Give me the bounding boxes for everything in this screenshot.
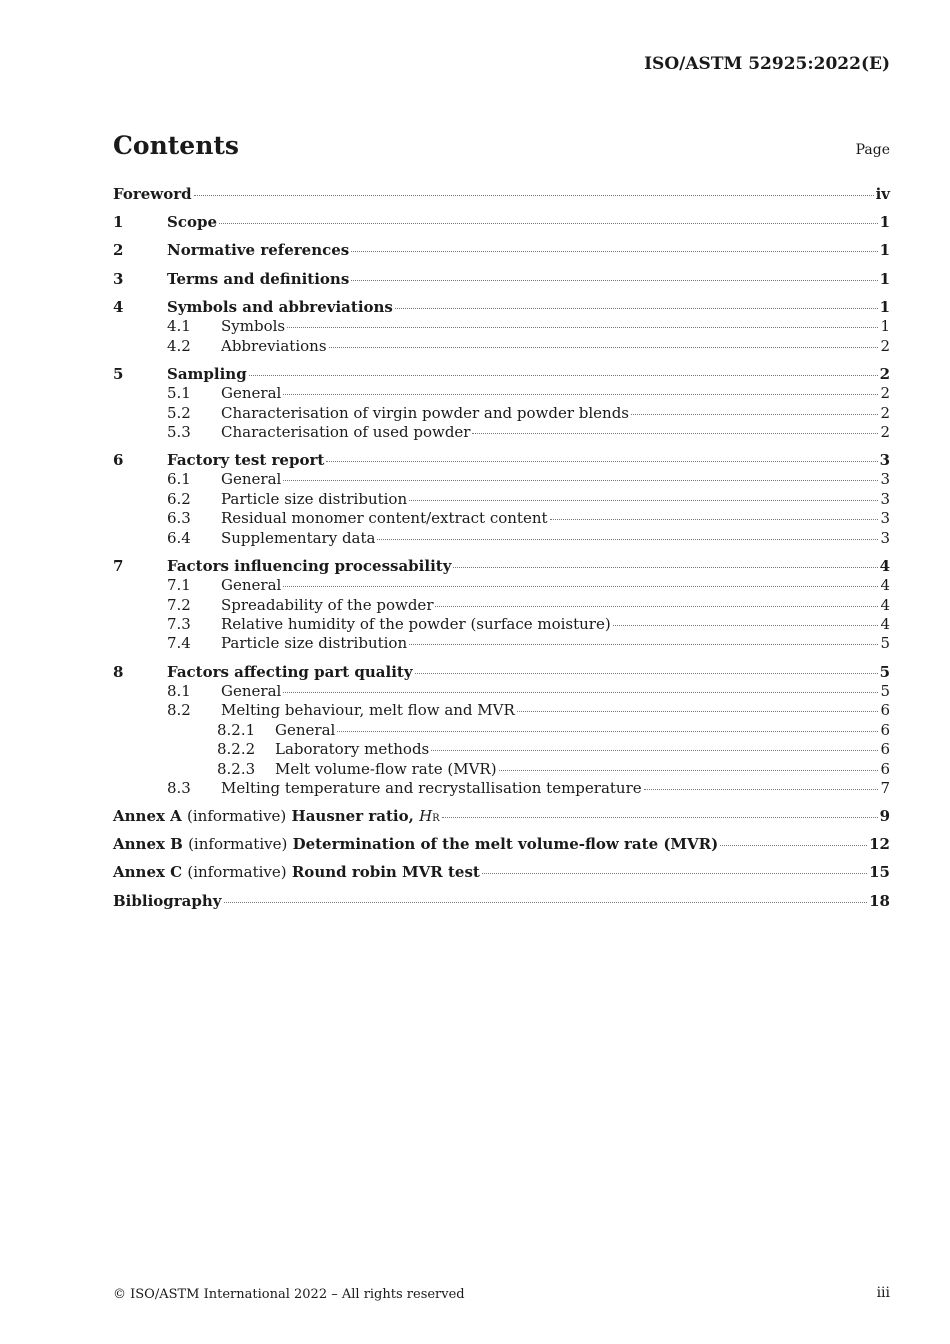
toc-entry-5-2[interactable] — [113, 404, 890, 423]
toc-entry-title: Particle size distribution — [221, 489, 408, 508]
toc-entry-title: Normative references — [167, 241, 350, 260]
toc-leader — [224, 902, 868, 903]
toc-leader — [409, 500, 878, 501]
toc-entry-page: 6 — [880, 759, 890, 778]
toc-entry-page: 2 — [880, 384, 890, 403]
toc-leader — [377, 539, 878, 540]
toc-entry-page: 1 — [879, 297, 890, 316]
toc-entry-6-2[interactable] — [113, 490, 890, 509]
toc-entry-number: 6.1 — [167, 470, 191, 489]
toc-entry-4-2[interactable] — [113, 337, 890, 356]
toc-entry-1[interactable] — [113, 213, 890, 232]
toc-entry-title: Sampling — [167, 364, 247, 383]
toc-entry-page: 6 — [880, 740, 890, 759]
toc-leader — [409, 644, 878, 645]
toc-entry-number: 2 — [113, 241, 124, 260]
toc-entry-page: 5 — [880, 681, 890, 700]
toc-leader — [351, 280, 877, 281]
document-code: ISO/ASTM 52925:2022(E) — [644, 54, 890, 74]
toc-entry-7-3[interactable] — [113, 615, 890, 634]
toc-entry-title: Residual monomer content/extract content — [221, 509, 548, 528]
toc-entry-7-2[interactable] — [113, 596, 890, 615]
toc-entry-7-1[interactable] — [113, 576, 890, 595]
toc-leader — [329, 347, 879, 348]
toc-entry-page: 5 — [880, 634, 890, 653]
toc-entry-number: 8 — [113, 662, 124, 681]
toc-entry-page: 1 — [879, 269, 890, 288]
toc-entry-number: 4.2 — [167, 336, 191, 355]
toc-leader — [283, 394, 878, 395]
toc-entry-page: 4 — [880, 615, 890, 633]
toc-entry-title: Factors affecting part quality — [167, 662, 413, 681]
toc-leader — [517, 711, 879, 712]
toc-leader — [337, 731, 878, 732]
toc-entry-title: Melting temperature and recrystallisation temperature — [221, 778, 642, 797]
toc-leader — [631, 414, 878, 415]
toc-entry-page: 4 — [880, 576, 890, 595]
contents-header — [113, 131, 890, 165]
toc-entry-page: 1 — [879, 213, 890, 232]
toc-entry-8-3[interactable] — [113, 779, 890, 798]
toc-entry-title: Terms and definitions — [167, 269, 350, 288]
toc-entry-number: 7.4 — [167, 634, 191, 653]
toc-leader — [287, 327, 878, 328]
toc-entry-number: 6.4 — [167, 528, 191, 547]
toc-entry-bibliography[interactable] — [113, 892, 890, 911]
toc-entry-title: General — [275, 720, 336, 739]
hausner-symbol-subscript: R — [432, 813, 440, 825]
toc-entry-number: 6.2 — [167, 489, 191, 508]
toc-leader — [720, 845, 867, 846]
toc-entry-number: 1 — [113, 213, 124, 232]
toc-entry-number: 5.3 — [167, 422, 191, 441]
toc-leader — [431, 750, 878, 751]
toc-entry-page: 2 — [880, 403, 890, 422]
toc-entry-number: 7.1 — [167, 576, 191, 595]
toc-entry-title: Laboratory methods — [275, 740, 430, 759]
toc-entry-page: 5 — [879, 662, 890, 681]
toc-entry-annex-c[interactable] — [113, 863, 890, 882]
toc-entry-number: 6.3 — [167, 509, 191, 528]
toc-entry-number: 4 — [113, 297, 124, 316]
toc-entry-8-2-3[interactable] — [113, 760, 890, 779]
toc-leader — [219, 223, 878, 224]
toc-entry-page: 1 — [879, 241, 890, 260]
toc-entry-title: Melting behaviour, melt flow and MVR — [221, 701, 515, 720]
toc-entry-page: 3 — [880, 470, 890, 489]
toc-entry-page: 18 — [869, 891, 890, 910]
annex-kind: (informative) — [188, 835, 288, 854]
hausner-symbol: H — [419, 807, 433, 826]
toc-entry-2[interactable] — [113, 241, 890, 260]
toc-entry-8-2-2[interactable] — [113, 740, 890, 759]
toc-entry-number: 8.1 — [167, 681, 191, 700]
toc-entry-number: 8.2.1 — [217, 720, 256, 739]
toc-leader — [550, 519, 879, 520]
toc-entry-4-1[interactable] — [113, 317, 890, 336]
toc-entry-6-1[interactable] — [113, 470, 890, 489]
toc-entry-page: 3 — [880, 509, 890, 528]
toc-entry-title: General — [221, 681, 282, 700]
toc-entry-annex-b[interactable] — [113, 835, 890, 854]
toc-entry-8[interactable] — [113, 663, 890, 682]
toc-entry-number: 5 — [113, 364, 124, 383]
toc-entry-number: 5.2 — [167, 403, 191, 422]
toc-entry-number: 8.3 — [167, 778, 191, 797]
toc-entry-page: 12 — [869, 835, 890, 854]
toc-entry-number: 7.2 — [167, 595, 191, 614]
toc-leader — [442, 817, 878, 818]
toc-entry-number: 8.2.3 — [217, 759, 256, 778]
toc-entry-title: Symbols and abbreviations — [167, 297, 393, 316]
toc-leader — [415, 673, 878, 674]
toc-entry-5-1[interactable] — [113, 384, 890, 403]
toc-entry-number: 5.1 — [167, 384, 191, 403]
toc-leader — [283, 480, 878, 481]
toc-leader — [351, 251, 877, 252]
toc-entry-annex-a[interactable] — [113, 807, 890, 826]
toc-entry-page: 4 — [880, 595, 890, 614]
toc-entry-number: 4.1 — [167, 317, 191, 336]
toc-entry-8-2[interactable] — [113, 701, 890, 720]
annex-label: Annex A — [113, 807, 182, 826]
toc-leader — [326, 461, 877, 462]
copyright-notice: © ISO/ASTM International 2022 – All rights reserved — [113, 1287, 465, 1302]
toc-entry-title: Supplementary data — [221, 528, 376, 547]
toc-leader — [395, 308, 878, 309]
toc-entry-page: 3 — [879, 451, 890, 470]
toc-entry-title: Relative humidity of the powder (surface moisture) — [221, 615, 611, 633]
toc-entry-8-2-1[interactable] — [113, 721, 890, 740]
toc-leader — [613, 625, 879, 626]
toc-entry-page: 2 — [879, 364, 890, 383]
toc-entry-title: Spreadability of the powder — [221, 595, 434, 614]
toc-entry-7[interactable] — [113, 557, 890, 576]
toc-entry-page: 3 — [880, 528, 890, 547]
toc-entry-page: iv — [875, 185, 890, 203]
toc-leader — [283, 692, 878, 693]
toc-leader — [644, 789, 879, 790]
page-column-label: Page — [855, 142, 890, 158]
toc-entry-4[interactable] — [113, 298, 890, 317]
toc-entry-3[interactable] — [113, 270, 890, 289]
toc-leader — [283, 586, 878, 587]
toc-entry-6-4[interactable] — [113, 529, 890, 548]
toc-entry-number: 8.2 — [167, 701, 191, 720]
toc-entry-page: 2 — [880, 336, 890, 355]
toc-entry-page: 6 — [880, 701, 890, 720]
toc-entry-title: Melt volume-flow rate (MVR) — [275, 759, 497, 778]
toc-leader — [472, 433, 878, 434]
page-title: Contents — [113, 131, 240, 160]
toc-leader — [482, 873, 867, 874]
toc-entry-title: Factory test report — [167, 451, 325, 470]
toc-entry-title: Scope — [167, 213, 218, 232]
toc-entry-6[interactable] — [113, 451, 890, 470]
toc-entry-page: 4 — [879, 556, 890, 575]
toc-entry-8-1[interactable] — [113, 682, 890, 701]
toc-leader — [499, 770, 879, 771]
toc-entry-7-4[interactable] — [113, 634, 890, 653]
toc-entry-title: General — [221, 576, 282, 595]
toc-entry-title: Abbreviations — [221, 336, 327, 355]
toc-entry-title: Foreword — [113, 185, 192, 203]
annex-label: Annex C — [113, 863, 183, 882]
toc-leader — [249, 375, 878, 376]
toc-leader — [435, 606, 878, 607]
annex-kind: (informative) — [187, 807, 287, 826]
toc-entry-title: Bibliography — [113, 891, 222, 910]
toc-entry-5[interactable] — [113, 365, 890, 384]
page-number: iii — [876, 1285, 890, 1301]
toc-entry-6-3[interactable] — [113, 509, 890, 528]
toc-entry-title: Determination of the melt volume-flow rate (MVR) — [292, 835, 719, 854]
toc-entry-title: Factors influencing processability — [167, 556, 452, 575]
annex-label: Annex B — [113, 835, 183, 854]
toc-entry-page: 7 — [880, 778, 890, 797]
toc-entry-title: Symbols — [221, 317, 286, 336]
table-of-contents — [113, 185, 890, 911]
toc-entry-title: General — [221, 470, 282, 489]
toc-entry-number: 8.2.2 — [217, 740, 256, 759]
annex-kind: (informative) — [187, 863, 287, 882]
toc-entry-page: 15 — [869, 863, 890, 882]
toc-entry-5-3[interactable] — [113, 423, 890, 442]
toc-entry-page: 2 — [880, 422, 890, 441]
toc-entry-number: 3 — [113, 269, 124, 288]
toc-leader — [194, 195, 874, 196]
toc-entry-page: 1 — [880, 317, 890, 336]
toc-entry-page: 6 — [880, 720, 890, 739]
toc-entry-number: 7.3 — [167, 615, 191, 633]
toc-entry-number: 7 — [113, 556, 124, 575]
toc-entry-foreword[interactable] — [113, 185, 890, 204]
toc-entry-page: 9 — [879, 807, 890, 826]
toc-entry-title: Characterisation of used powder — [221, 422, 471, 441]
toc-entry-title: General — [221, 384, 282, 403]
toc-entry-title: Particle size distribution — [221, 634, 408, 653]
toc-entry-title: Round robin MVR test — [291, 863, 480, 882]
toc-entry-number: 6 — [113, 451, 124, 470]
toc-entry-title: Hausner ratio, — [291, 807, 414, 826]
toc-leader — [453, 567, 877, 568]
toc-entry-title: Characterisation of virgin powder and powder blends — [221, 403, 630, 422]
toc-entry-page: 3 — [880, 489, 890, 508]
